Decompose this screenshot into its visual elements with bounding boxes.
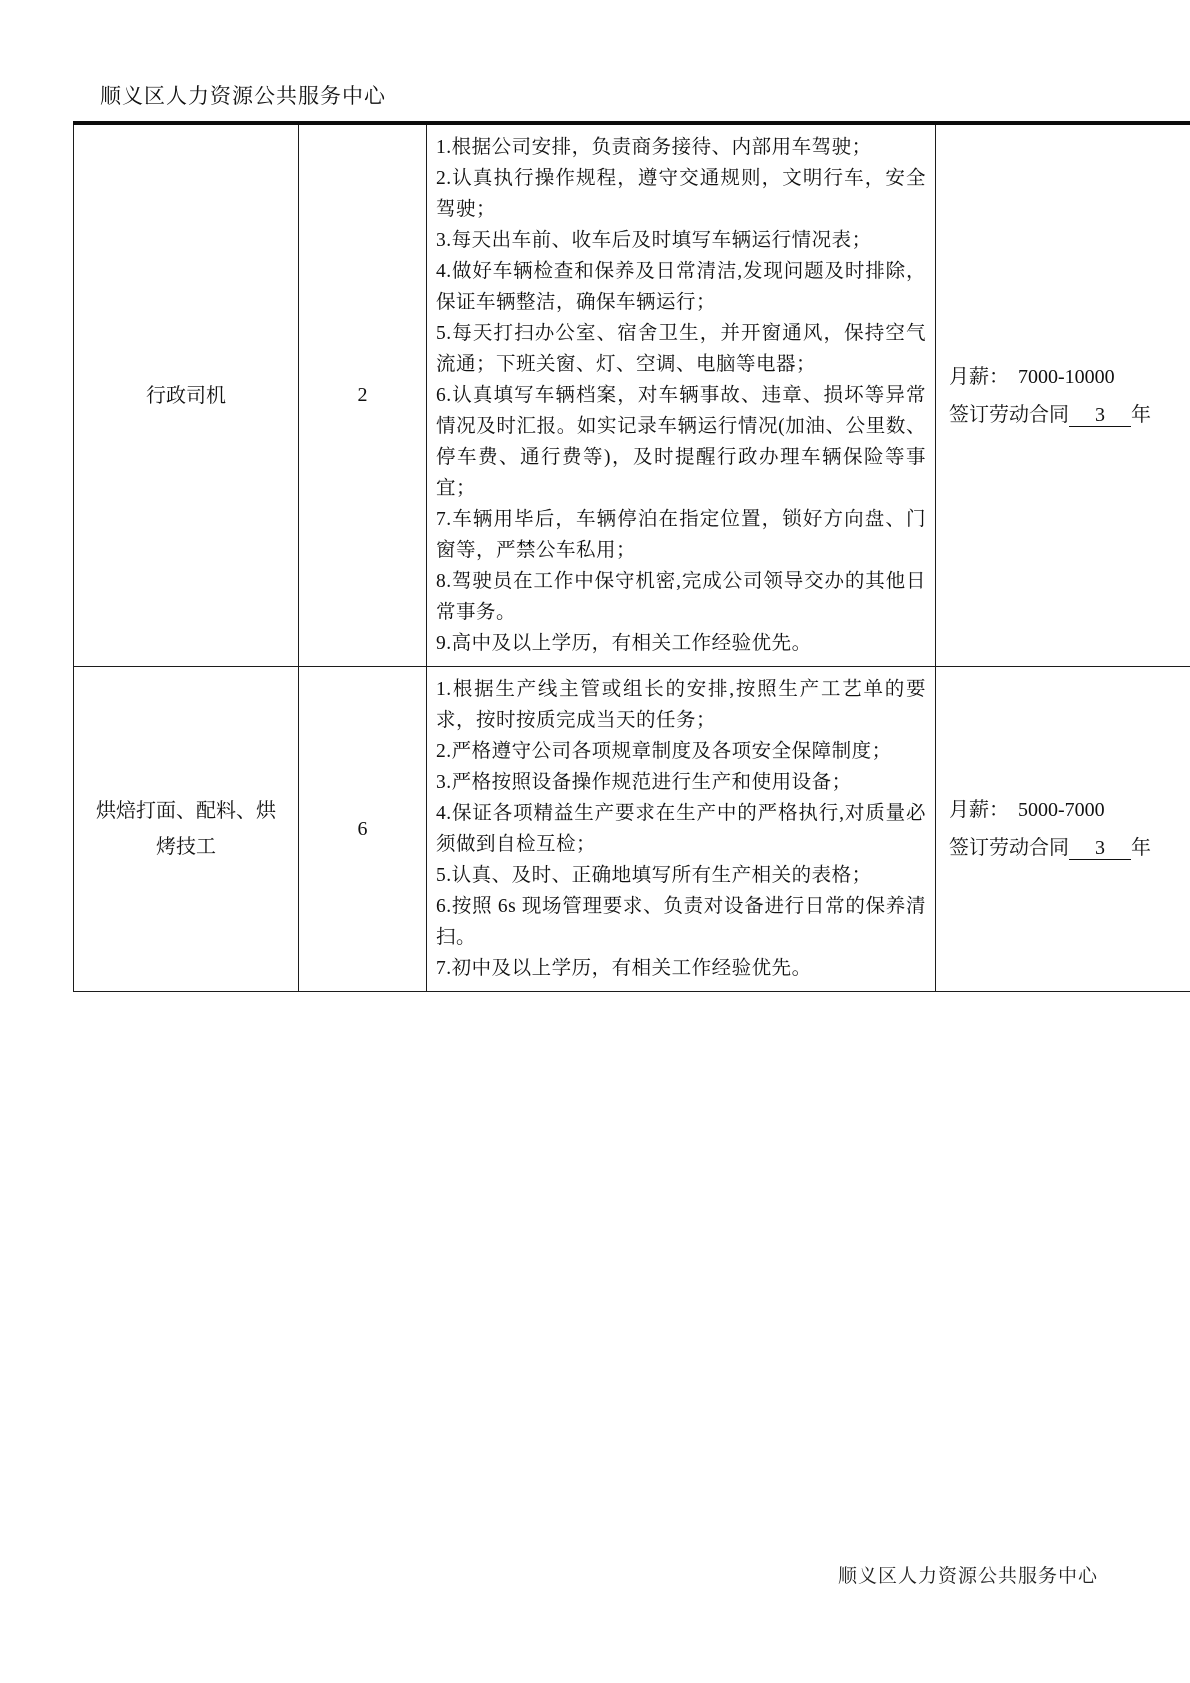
contract-years-blank: 3	[1069, 404, 1131, 427]
duty-item: 9.高中及以上学历，有相关工作经验优先。	[436, 633, 812, 654]
duty-item: 6.认真填写车辆档案，对车辆事故、违章、损坏等异常情况及时汇报。如实记录车辆运行情况(加油、公里数、停车费、通行费等)，及时提醒行政办理车辆保险等事宜；	[436, 385, 926, 499]
duty-item: 3.严格按照设备操作规范进行生产和使用设备；	[436, 772, 852, 793]
table-row	[74, 123, 1190, 667]
duty-item: 5.认真、及时、正确地填写所有生产相关的表格；	[436, 865, 872, 886]
duties-cell	[427, 123, 936, 667]
salary-line	[949, 358, 1190, 396]
table-row	[74, 667, 1190, 992]
duty-item: 1.根据生产线主管或组长的安排,按照生产工艺单的要求，按时按质完成当天的任务；	[436, 679, 926, 731]
duty-item: 4.做好车辆检查和保养及日常清洁,发现问题及时排除，保证车辆整洁，确保车辆运行；	[436, 261, 926, 313]
contract-line	[949, 829, 1190, 867]
contract-line	[949, 396, 1190, 434]
salary-cell	[936, 667, 1190, 992]
duty-item: 5.每天打扫办公室、宿舍卫生，并开窗通风，保持空气流通；下班关窗、灯、空调、电脑等电器；	[436, 323, 926, 375]
job-title-cell: 行政司机	[74, 123, 299, 667]
salary-cell	[936, 123, 1190, 667]
duty-item: 3.每天出车前、收车后及时填写车辆运行情况表；	[436, 230, 872, 251]
page-footer-title: 顺义区人力资源公共服务中心	[838, 1566, 1099, 1587]
duty-item: 2.严格遵守公司各项规章制度及各项安全保障制度；	[436, 741, 892, 762]
duty-item: 8.驾驶员在工作中保守机密,完成公司领导交办的其他日常事务。	[436, 571, 926, 623]
duty-item: 4.保证各项精益生产要求在生产中的严格执行,对质量必须做到自检互检；	[436, 803, 926, 855]
duty-item: 7.车辆用毕后，车辆停泊在指定位置，锁好方向盘、门窗等，严禁公车私用；	[436, 509, 926, 561]
salary-range: 7000-10000	[1018, 365, 1115, 388]
duty-item: 2.认真执行操作规程，遵守交通规则，文明行车，安全驾驶；	[436, 168, 926, 220]
contract-years-blank: 3	[1069, 837, 1131, 860]
salary-label: 月薪：	[949, 365, 1009, 388]
contract-suffix: 年	[1131, 403, 1151, 426]
contract-prefix: 签订劳动合同	[949, 837, 1069, 859]
jobs-table	[73, 121, 1190, 992]
duty-item: 7.初中及以上学历，有相关工作经验优先。	[436, 958, 812, 979]
duty-item: 1.根据公司安排，负责商务接待、内部用车驾驶；	[436, 137, 872, 158]
job-title-cell: 烘焙打面、配料、烘烤技工	[74, 667, 299, 992]
contract-prefix: 签订劳动合同	[949, 403, 1069, 426]
duties-cell	[427, 667, 936, 992]
contract-suffix: 年	[1131, 837, 1151, 859]
salary-line	[949, 791, 1190, 829]
salary-range: 5000-7000	[1018, 799, 1105, 821]
headcount-cell: 2	[299, 123, 427, 667]
salary-label: 月薪：	[949, 799, 1009, 821]
duty-item: 6.按照 6s 现场管理要求、负责对设备进行日常的保养清扫。	[436, 896, 926, 948]
headcount-cell: 6	[299, 667, 427, 992]
page-header-title: 顺义区人力资源公共服务中心	[100, 84, 386, 108]
